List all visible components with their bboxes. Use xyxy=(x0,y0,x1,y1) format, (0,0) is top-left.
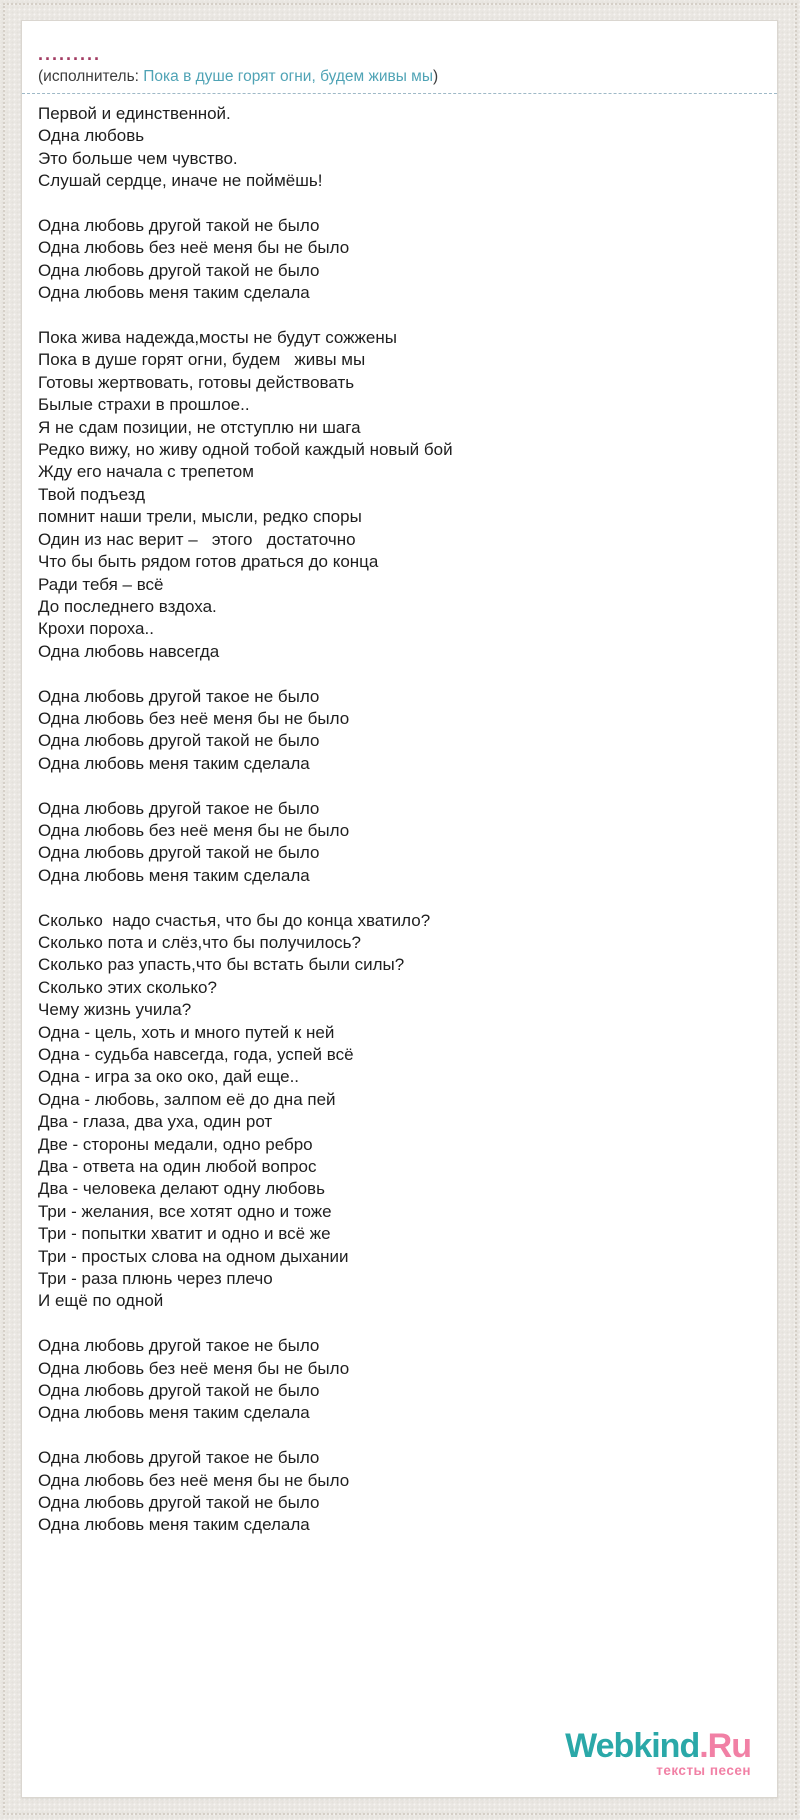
lyrics-line: Три - простых слова на одном дыхании xyxy=(38,1246,349,1266)
lyrics-line: Одна любовь меня таким сделала xyxy=(38,283,310,303)
lyrics-line: Одна любовь другой такое не было xyxy=(38,686,320,706)
lyrics-line: Одна любовь без неё меня бы не было xyxy=(38,708,350,728)
lyrics-line: Твой подъезд xyxy=(38,484,146,504)
lyrics-line: Сколько пота и слёз,что бы получилось? xyxy=(38,932,361,952)
lyrics-line: Одна любовь навсегда xyxy=(38,641,220,661)
lyrics-line: До последнего вздоха. xyxy=(38,596,217,616)
lyrics-line: Ради тебя – всё xyxy=(38,574,164,594)
lyrics-line: Чему жизнь учила? xyxy=(38,1000,192,1020)
lyrics-line: Слушай сердце, иначе не поймёшь! xyxy=(38,171,323,191)
webkind-logo-name: Webkind xyxy=(565,1726,700,1765)
lyrics-line: Одна любовь меня таким сделала xyxy=(38,753,310,773)
lyrics-line: Три - попытки хватит и одно и всё же xyxy=(38,1224,331,1244)
lyrics-stanza xyxy=(38,1335,761,1425)
lyrics-line: Это больше чем чувство. xyxy=(38,148,238,168)
webkind-logo-domain: .Ru xyxy=(699,1726,751,1765)
lyrics-line: Былые страхи в прошлое.. xyxy=(38,395,250,415)
lyrics-line: Одна любовь другой такой не было xyxy=(38,843,320,863)
lyrics-line: Одна любовь другой такое не было xyxy=(38,798,320,818)
lyrics-line: И ещё по одной xyxy=(38,1291,164,1311)
lyrics-stanza xyxy=(38,327,761,663)
lyrics-line: Одна любовь без неё меня бы не было xyxy=(38,1358,350,1378)
artist-row xyxy=(38,67,777,86)
lyrics-line: Я не сдам позиции, не отступлю ни шага xyxy=(38,417,361,437)
artist-label-close-paren: ) xyxy=(432,68,439,85)
webkind-logo[interactable] xyxy=(565,1726,751,1778)
lyrics-stanza xyxy=(38,910,761,1313)
lyrics-line: Одна любовь другой такой не было xyxy=(38,216,320,236)
lyrics-stanza xyxy=(38,1447,761,1537)
lyrics-line: Два - ответа на один любой вопрос xyxy=(38,1157,317,1177)
lyrics-line: Одна любовь другой такой не было xyxy=(38,1493,320,1513)
lyrics-line: Один из нас верит – этого достаточно xyxy=(38,529,356,549)
lyrics-line: Одна - цель, хоть и много путей к ней xyxy=(38,1022,335,1042)
lyrics-line: Сколько надо счастья, что бы до конца хватило? xyxy=(38,910,431,930)
lyrics-line: Три - желания, все хотят одно и тоже xyxy=(38,1201,332,1221)
lyrics-line: Одна любовь другой такой не было xyxy=(38,1381,320,1401)
webkind-logo-tagline: тексты песен xyxy=(656,1762,751,1778)
lyrics-line: Одна любовь меня таким сделала xyxy=(38,865,310,885)
lyrics-line: Первой и единственной. xyxy=(38,104,231,123)
lyrics-line: Одна любовь без неё меня бы не было xyxy=(38,1470,350,1490)
lyrics-card xyxy=(21,20,778,1798)
lyrics-line: Два - человека делают одну любовь xyxy=(38,1179,325,1199)
lyrics-stanza xyxy=(38,686,761,776)
lyrics-line: Редко вижу, но живу одной тобой каждый новый бой xyxy=(38,440,453,460)
lyrics-line: Одна любовь другой такой не было xyxy=(38,731,320,751)
lyrics-line: Сколько этих сколько? xyxy=(38,977,217,997)
lyrics-line: Одна любовь без неё меня бы не было xyxy=(38,820,350,840)
lyrics-line: Три - раза плюнь через плечо xyxy=(38,1269,273,1289)
artist-link[interactable]: Пока в душе горят огни, будем живы мы xyxy=(143,68,433,85)
lyrics-line: Одна - судьба навсегда, года, успей всё xyxy=(38,1044,354,1064)
lyrics-text xyxy=(22,94,777,1537)
lyrics-line: Одна любовь xyxy=(38,126,145,146)
lyrics-line: Готовы жертвовать, готовы действовать xyxy=(38,372,355,392)
artist-label: (исполнитель: xyxy=(38,68,139,85)
lyrics-line: Крохи пороха.. xyxy=(38,619,154,639)
lyrics-line: Одна - любовь, залпом её до дна пей xyxy=(38,1089,336,1109)
lyrics-line: Пока в душе горят огни, будем живы мы xyxy=(38,350,366,370)
webkind-logo-wordmark xyxy=(565,1726,751,1765)
song-header xyxy=(22,21,777,94)
lyrics-line: Одна любовь меня таким сделала xyxy=(38,1403,310,1423)
lyrics-stanza xyxy=(38,215,761,305)
lyrics-line: Жду его начала с трепетом xyxy=(38,462,254,482)
lyrics-stanza xyxy=(38,798,761,888)
song-title-link[interactable]: ......... xyxy=(38,44,102,64)
lyrics-line: Одна - игра за око око, дай еще.. xyxy=(38,1067,300,1087)
lyrics-line: помнит наши трели, мысли, редко споры xyxy=(38,507,362,527)
lyrics-line: Одна любовь меня таким сделала xyxy=(38,1515,310,1535)
lyrics-line: Два - глаза, два уха, один рот xyxy=(38,1112,273,1132)
lyrics-line: Что бы быть рядом готов драться до конца xyxy=(38,552,379,572)
lyrics-line: Одна любовь другой такое не было xyxy=(38,1448,320,1468)
lyrics-line: Одна любовь другой такой не было xyxy=(38,260,320,280)
lyrics-line: Одна любовь другой такое не было xyxy=(38,1336,320,1356)
lyrics-line: Сколько раз упасть,что бы встать были силы? xyxy=(38,955,405,975)
lyrics-line: Две - стороны медали, одно ребро xyxy=(38,1134,313,1154)
lyrics-line: Одна любовь без неё меня бы не было xyxy=(38,238,350,258)
lyrics-stanza xyxy=(38,103,761,193)
lyrics-line: Пока жива надежда,мосты не будут сожжены xyxy=(38,328,397,348)
